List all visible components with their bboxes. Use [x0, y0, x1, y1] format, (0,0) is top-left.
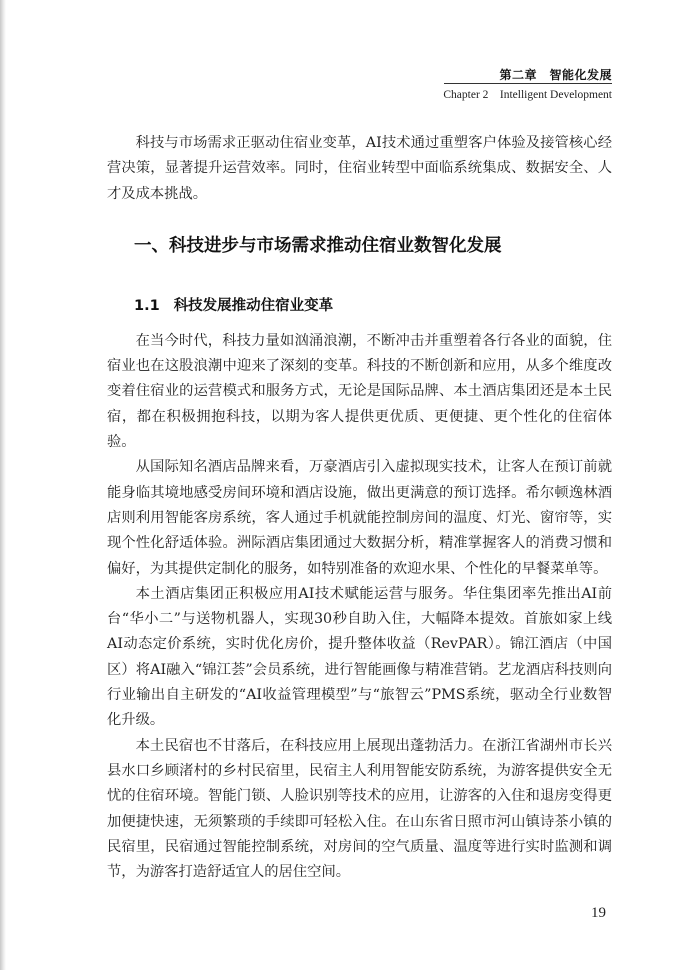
subsection-title: 科技发展推动住宿业变革 [173, 297, 334, 314]
running-header-chapter-cn: 第二章 智能化发展 [499, 68, 612, 82]
page-number: 19 [591, 905, 606, 921]
body-paragraph: 在当今时代，科技力量如汹涌浪潮，不断冲击并重塑着各行各业的面貌，住宿业也在这股浪潮中迎来了深刻的变革。科技的不断创新和应用，从多个维度改变着住宿业的运营模式和服务方式，无论是国际品牌、本土酒店集团还是本土民宿，都在积极拥抱科技，以期为客人提供更优质、更便捷、更个性化的住宿体验。 [107, 332, 612, 451]
subsection-heading [134, 295, 639, 317]
page-binding-edge [0, 0, 6, 970]
body-paragraph: 从国际知名酒店品牌来看，万豪酒店引入虚拟现实技术，让客人在预订前就能身临其境地感受房间环境和酒店设施，做出更满意的预订选择。希尔顿逸林酒店则利用智能客房系统，客人通过手机就能控制房间的温度、灯光、窗帘等，实现个性化舒适体验。洲际酒店集团通过大数据分析，精准掌握客人的消费习惯和偏好，为其提供定制化的服务，如特别准备的欢迎水果、个性化的早餐菜单等。 [107, 459, 612, 577]
subsection-number: 1.1 [134, 297, 160, 314]
page-body [107, 131, 612, 885]
intro-paragraph: 科技与市场需求正驱动住宿业变革，AI技术通过重塑客户体验及接管核心经营决策，显著提升运营效率。同时，住宿业转型中面临系统集成、数据安全、人才及成本挑战。 [107, 135, 612, 202]
header-rule [444, 83, 612, 84]
body-paragraph: 本土酒店集团正积极应用AI技术赋能运营与服务。华住集团率先推出AI前台“华小二”与送物机器人，实现30秒自助入住，大幅降本提效。首旅如家上线AI动态定价系统，实时优化房价，提升整体收益（RevPAR）。锦江酒店（中国区）将AI融入“锦江荟”会员系统，进行智能画像与精准营销。艺龙酒店科技则向行业输出自主研发的“AI收益管理模型”与“旅智云”PMS系统，驱动全行业数智化升级。 [107, 585, 612, 729]
section-heading: 一、科技进步与市场需求推动住宿业数智化发展 [134, 235, 502, 256]
body-paragraph: 本土民宿也不甘落后，在科技应用上展现出蓬勃活力。在浙江省湖州市长兴县水口乡顾渚村的乡村民宿里，民宿主人利用智能安防系统，为游客提供安全无忧的住宿环境。智能门锁、人脸识别等技术的应用，让游客的入住和退房变得更加便捷快速，无须繁琐的手续即可轻松入住。在山东省日照市河山镇诗茶小镇的民宿里，民宿通过智能控制系统，对房间的空气质量、温度等进行实时监测和调节，为游客打造舒适宜人的居住空间。 [107, 737, 612, 881]
running-header-chapter-en: Chapter 2 Intelligent Development [443, 89, 612, 101]
